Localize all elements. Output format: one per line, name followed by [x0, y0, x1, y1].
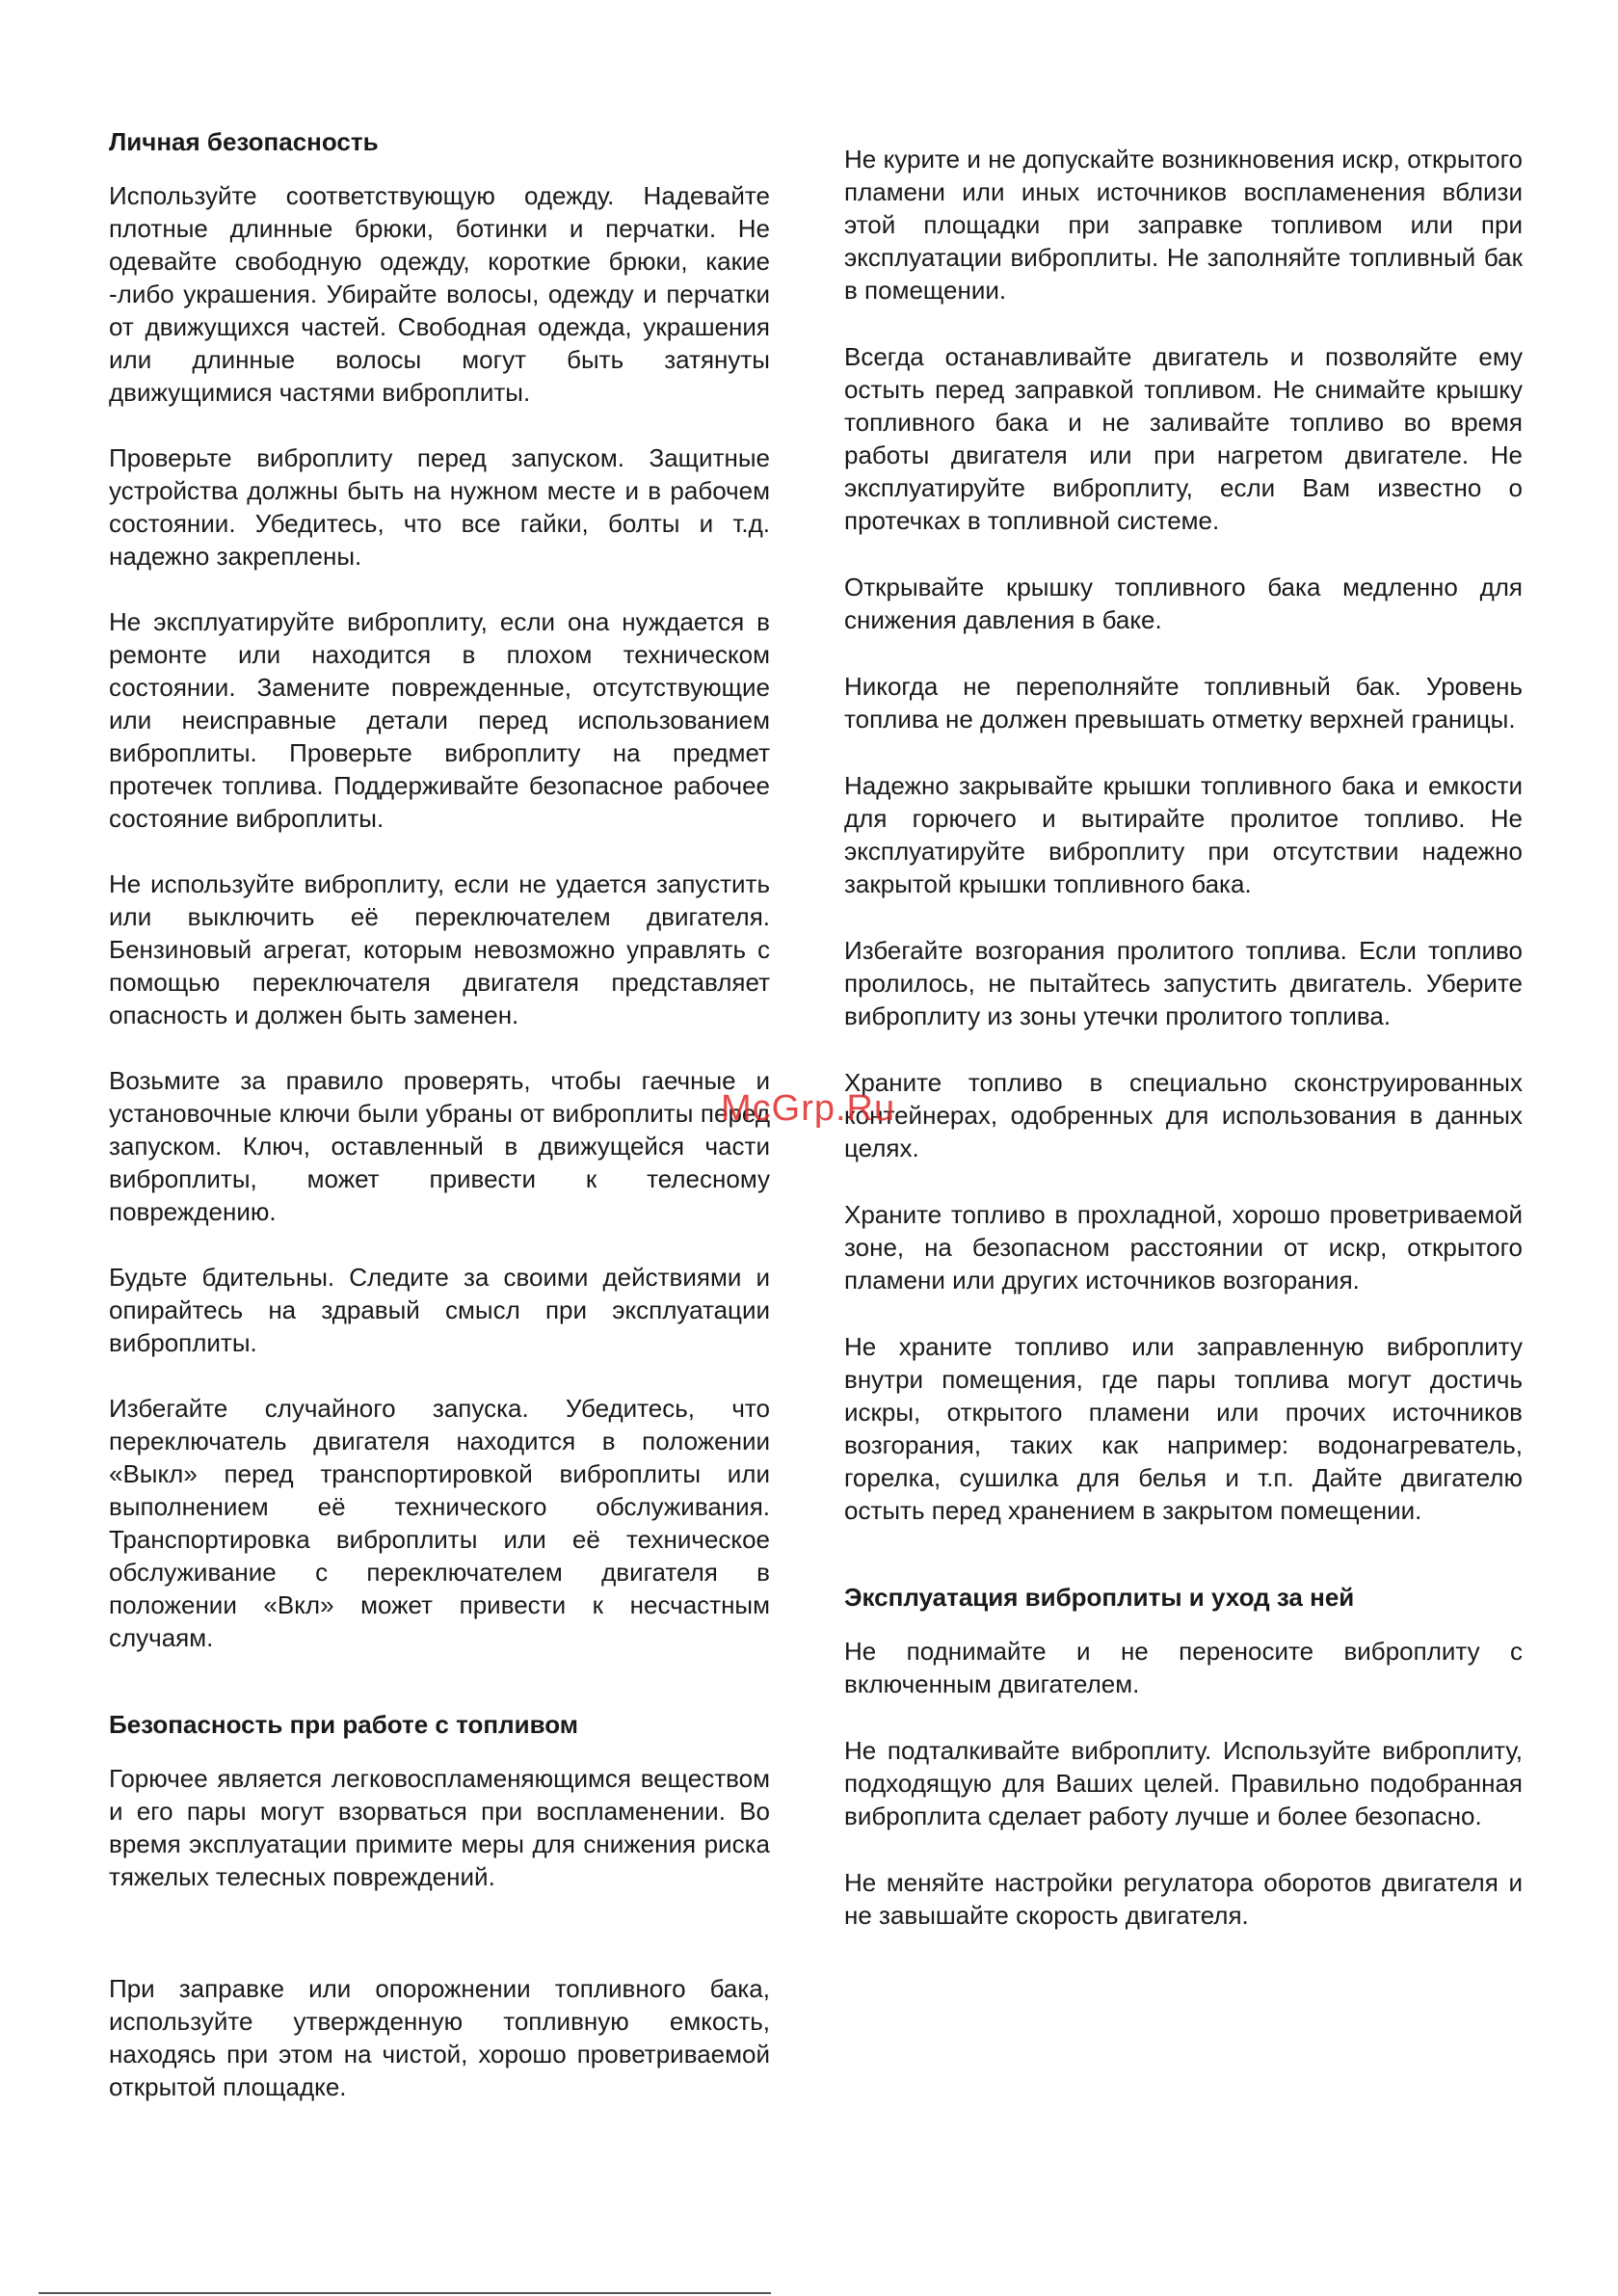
paragraph: Избегайте случайного запуска. Убедитесь, что переключатель двигателя находится в положении «Выкл» перед транспортировкой виброплиты или выполнением её технического обслуживания. Транспортировка виброплиты или её техническое обслуживание с переключателем двигателя в положении «Вкл» может привести к несчастным случаям.: [109, 1394, 770, 1652]
paragraph: Всегда останавливайте двигатель и позволяйте ему остыть перед заправкой топливом. Не снимайте крышку топливного бака и не заливайте топливо во время работы двигателя или при нагретом двигателе. Не эксплуатируйте виброплиту, если Вам известно о протечках в топливной системе.: [844, 342, 1523, 535]
paragraph: Не храните топливо или заправленную виброплиту внутри помещения, где пары топлива могут достичь искры, открытого пламени или прочих источников возгорания, таких как например: водонагреватель, горелка, сушилка для белья и т.п. Дайте двигателю остыть перед хранением в закрытом помещении.: [844, 1332, 1523, 1525]
heading-personal-safety: Личная безопасность: [109, 127, 379, 156]
footer-divider: [39, 2292, 771, 2294]
paragraph: Храните топливо в прохладной, хорошо проветриваемой зоне, на безопасном расстоянии от искр, открытого пламени или других источников возгорания.: [844, 1200, 1523, 1295]
paragraph: Не меняйте настройки регулатора оборотов двигателя и не завышайте скорость двигателя.: [844, 1868, 1523, 1930]
paragraph: Открывайте крышку топливного бака медленно для снижения давления в баке.: [844, 573, 1523, 634]
paragraph: Будьте бдительны. Следите за своими действиями и опирайтесь на здравый смысл при эксплуатации виброплиты.: [109, 1263, 770, 1357]
paragraph: Храните топливо в специально сконструированных контейнерах, одобренных для использования в данных целях.: [844, 1068, 1523, 1162]
paragraph: Не используйте виброплиту, если не удается запустить или выключить её переключателем двигателя. Бензиновый агрегат, которым невозможно управлять с помощью переключателя двигателя представляет опасность и должен быть заменен.: [109, 869, 770, 1029]
paragraph: Не курите и не допускайте возникновения искр, открытого пламени или иных источников воспламенения вблизи этой площадки при заправке топливом или при эксплуатации виброплиты. Не заполняйте топливный бак в помещении.: [844, 145, 1523, 305]
paragraph: Используйте соответствующую одежду. Надевайте плотные длинные брюки, ботинки и перчатки. Не одевайте свободную одежду, короткие брюки, какие -либо украшения. Убирайте волосы, одежду и перчатки от движущихся частей. Свободная одежда, украшения или длинные волосы могут быть затянуты движущимися частями виброплиты.: [109, 181, 770, 407]
paragraph: Надежно закрывайте крышки топливного бака и емкости для горючего и вытирайте пролитое топливо. Не эксплуатируйте виброплиту при отсутствии надежно закрытой крышки топливного бака.: [844, 771, 1523, 898]
paragraph: При заправке или опорожнении топливного бака, используйте утвержденную топливную емкость, находясь при этом на чистой, хорошо проветриваемой открытой площадке.: [109, 1974, 770, 2101]
paragraph: Не подталкивайте виброплиту. Используйте виброплиту, подходящую для Ваших целей. Правильно подобранная виброплита сделает работу лучше и более безопасно.: [844, 1736, 1523, 1830]
watermark: McGrp.Ru: [721, 1088, 896, 1129]
paragraph: Никогда не переполняйте топливный бак. Уровень топлива не должен превышать отметку верхней границы.: [844, 672, 1523, 734]
paragraph: Горючее является легковоспламеняющимся веществом и его пары могут взорваться при воспламенении. Во время эксплуатации примите меры для снижения риска тяжелых телесных повреждений.: [109, 1764, 770, 1891]
paragraph: Проверьте виброплиту перед запуском. Защитные устройства должны быть на нужном месте и в рабочем состоянии. Убедитесь, что все гайки, болты и т.д. надежно закреплены.: [109, 443, 770, 571]
right-column: [844, 143, 1523, 1965]
paragraph: Возьмите за правило проверять, чтобы гаечные и установочные ключи были убраны от виброплиты перед запуском. Ключ, оставленный в движущейся части виброплиты, может привести к телесному повреждению.: [109, 1066, 770, 1226]
paragraph: Не эксплуатируйте виброплиту, если она нуждается в ремонте или находится в плохом техническом состоянии. Замените поврежденные, отсутствующие или неисправные детали перед использованием виброплиты. Проверьте виброплиту на предмет протечек топлива. Поддерживайте безопасное рабочее состояние виброплиты.: [109, 607, 770, 833]
heading-fuel-safety: Безопасность при работе с топливом: [109, 1710, 578, 1739]
left-column: [109, 125, 770, 2136]
heading-operation-care: Эксплуатация виброплиты и уход за ней: [844, 1583, 1355, 1612]
paragraph: Не поднимайте и не переносите виброплиту с включенным двигателем.: [844, 1637, 1523, 1698]
paragraph: Избегайте возгорания пролитого топлива. Если топливо пролилось, не пытайтесь запустить двигатель. Уберите виброплиту из зоны утечки пролитого топлива.: [844, 936, 1523, 1030]
